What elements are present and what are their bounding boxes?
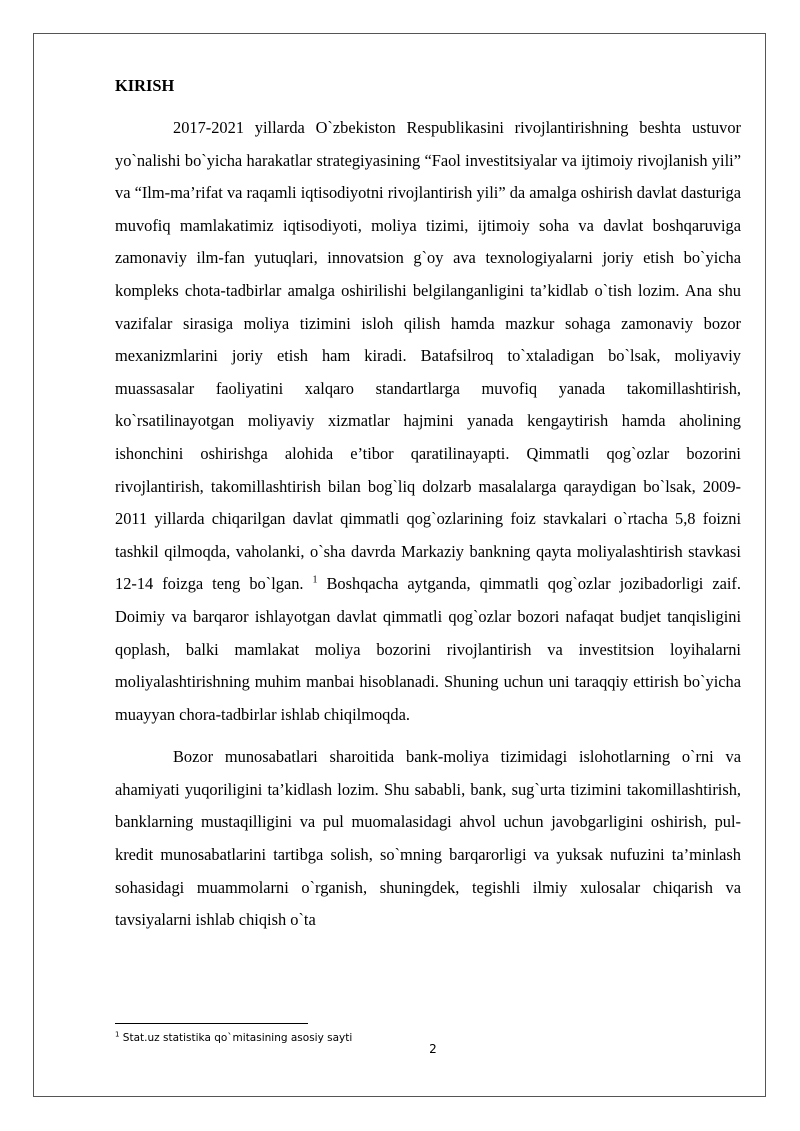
paragraph-2: Bozor munosabatlari sharoitida bank-moliya tizimidagi islohotlarning o`rni va ahamiyati yuqoriligini ta’kidlash lozim. Shu sababli, bank, sug`urta tizimini takomillashtirish, banklarning mustaqilligini va pul muomalasidagi ahvol uchun javobgarligini oshirish, pul-kredit munosabatlarini tartibga solish, so`mning barqarorligi va yuksak nufuzini ta’minlash sohasidagi muammolarni o`rganish, shuningdek, tegishli ilmiy xulosalar chiqarish va tavsiyalarni ishlab chiqish o`ta	[115, 747, 741, 930]
footnote-separator	[115, 1023, 308, 1024]
paragraph-1-text: 2017-2021 yillarda O`zbekiston Respublikasini rivojlantirishning beshta ustuvor yo`nalishi bo`yicha harakatlar strategiyasining “Faol investitsiyalar va ijtimoiy rivojlanish yili” va “Ilm-ma’rifat va raqamli iqtisodiyotni rivojlantirish yili” da amalga oshirish davlat dasturiga muvofiq mamlakatimiz iqtisodiyoti, moliya tizimi, ijtimoiy soha va davlat boshqaruviga zamonaviy ilm-fan yutuqlari, innovatsion g`oy ava texnologiyalarni joriy etish bo`yicha kompleks chota-tadbirlar amalga oshirilishi belgilanganligini ta’kidlab o`tish lozim. Ana shu vazifalar sirasiga moliya tizimini isloh qilish hamda mazkur sohaga zamonaviy bozor mexanizmlarini joriy etish ham kiradi. Batafsilroq to`xtaladigan bo`lsak, moliyaviy muassasalar faoliyatini xalqaro standartlarga muvofiq yanada takomillashtirish, ko`rsatilinayotgan moliyaviy xizmatlar hajmini yanada kengaytirish hamda aholining ishonchini oshirishga alohida e’tibor qaratilinayapti. Qimmatli qog`ozlar bozorini rivojlantirish, takomillashtirish bilan bog`liq dolzarb masalalarga qaraydigan bo`lsak, 2009-2011 yillarda chiqarilgan davlat qimmatli qog`ozlarining foiz stavkalari o`rtacha 5,8 foizni tashkil qilmoqda, vaholanki, o`sha davrda Markaziy bankning qayta moliyalashtirish stavkasi 12-14 foizga teng bo`lgan.	[115, 118, 741, 594]
page-number: 2	[429, 1042, 437, 1056]
paragraph-1-continuation: Boshqacha aytganda, qimmatli qog`ozlar jozibadorligi zaif. Doimiy va barqaror ishlayotgan davlat qimmatli qog`ozlar bozori nafaqat budjet tanqisligini qoplash, balki mamlakat moliya bozorini rivojlantirish va investitsion loyihalarni moliyalashtirishning muhim manbai hisoblanadi. Shuning uchun uni taraqqiy ettirish bo`yicha muayyan chora-tadbirlar ishlab chiqilmoqda.	[115, 574, 741, 724]
paragraph-1	[115, 112, 741, 731]
footnote-text: Stat.uz statistika qo`mitasining asosiy sayti	[119, 1032, 353, 1044]
section-heading: KIRISH	[115, 76, 175, 95]
document-body	[115, 60, 741, 937]
footnote-marker: 1	[115, 1030, 120, 1039]
footnote-reference[interactable]: 1	[312, 574, 318, 586]
